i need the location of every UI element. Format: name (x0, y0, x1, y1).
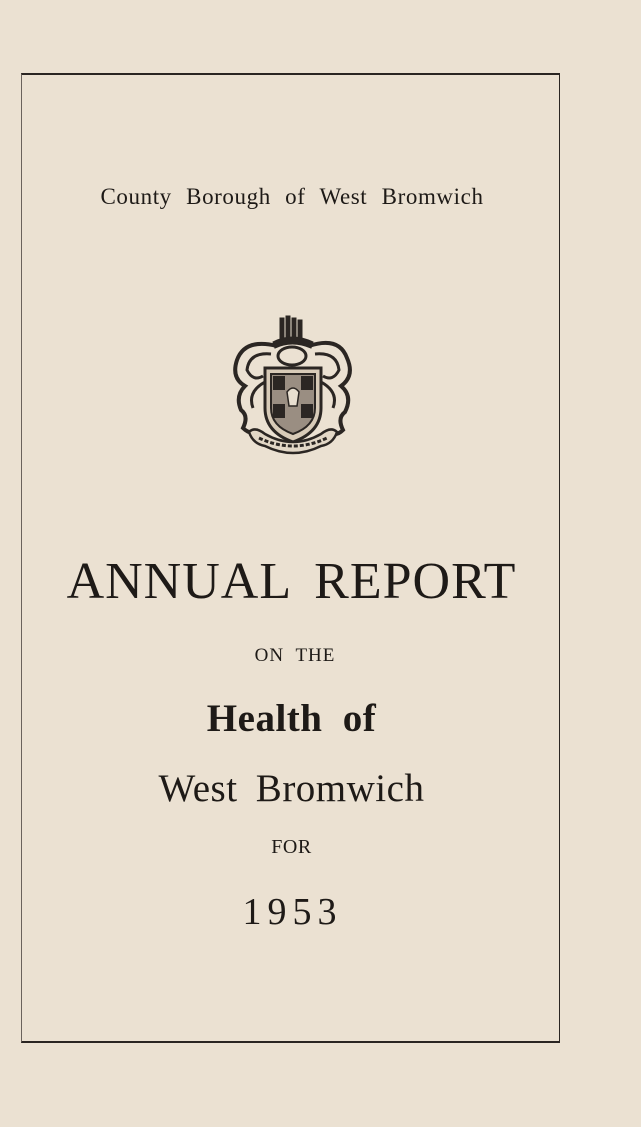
report-year: 1953 (242, 891, 343, 933)
authority-heading: County Borough of West Bromwich (100, 184, 484, 209)
place-heading: West Bromwich (158, 767, 425, 810)
coat-of-arms-icon (225, 312, 360, 462)
for-label: FOR (271, 836, 312, 858)
subject-heading: Health of (206, 697, 377, 740)
on-the-label: ON THE (254, 645, 336, 666)
report-title: ANNUAL REPORT (66, 553, 517, 610)
